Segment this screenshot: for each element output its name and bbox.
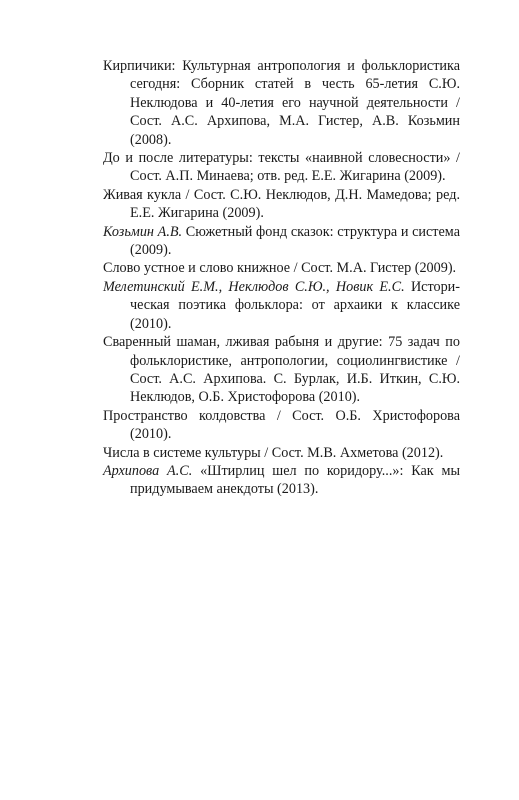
bibliography-entry [103, 259, 460, 277]
entry-text: Сюжетный фонд сказок: структура и система (2009). [130, 223, 460, 259]
entry-text: «Штирлиц шел по коридору...»: Как мы придумываем анекдоты (2013). [130, 462, 461, 498]
entry-text: Пространство колдовства / Сост. О.Б. Христофорова (2010). [103, 407, 460, 443]
bibliography-entry [103, 223, 460, 260]
entry-author: Козьмин А.В. [103, 223, 183, 240]
entry-text: Слово устное и слово книжное / Сост. М.А. Гистер (2009). [103, 260, 457, 277]
entry-text: Кирпичики: Культурная антропология и фольклористика сегодня: Сборник статей в честь 65-летия С.Ю. Неклюдова и 40-летия его научной деятельности / Сост. А.С. Архипова, М.А. Гистер, А.В. Козьмин (2008). [103, 58, 460, 148]
bibliography-list [103, 57, 460, 499]
bibliography-entry [103, 462, 460, 499]
bibliography-entry [103, 57, 460, 149]
entry-author: Мелетинский Е.М., Неклюдов С.Ю., Новик Е.С. [103, 278, 405, 295]
entry-author: Архипова А.С. [103, 462, 193, 479]
bibliography-entry [103, 333, 460, 407]
bibliography-entry [103, 278, 460, 333]
entry-text: Историческая поэтика фольклора: от архаики к классике (2010). [130, 278, 461, 332]
entry-text: Живая кукла / Сост. С.Ю. Неклюдов, Д.Н. Мамедова; ред. Е.Е. Жигарина (2009). [103, 186, 460, 222]
entry-text: Числа в системе культуры / Сост. М.В. Ахметова (2012). [103, 444, 444, 461]
bibliography-entry [103, 149, 460, 186]
bibliography-entry [103, 407, 460, 444]
entry-text: До и после литературы: тексты «наивной словесности» / Сост. А.П. Минаева; отв. ред. Е.Е. Жигарина (2009). [103, 150, 460, 185]
entry-text: Сваренный шаман, лживая рабыня и другие: 75 задач по фольклористике, антропологии, социолингвистике / Сост. А.С. Архипова. С. Бурлак, И.Б. Иткин, С.Ю. Неклюдов, О.Б. Христофорова (2010). [103, 334, 460, 406]
bibliography-entry [103, 444, 460, 462]
bibliography-entry [103, 186, 460, 223]
